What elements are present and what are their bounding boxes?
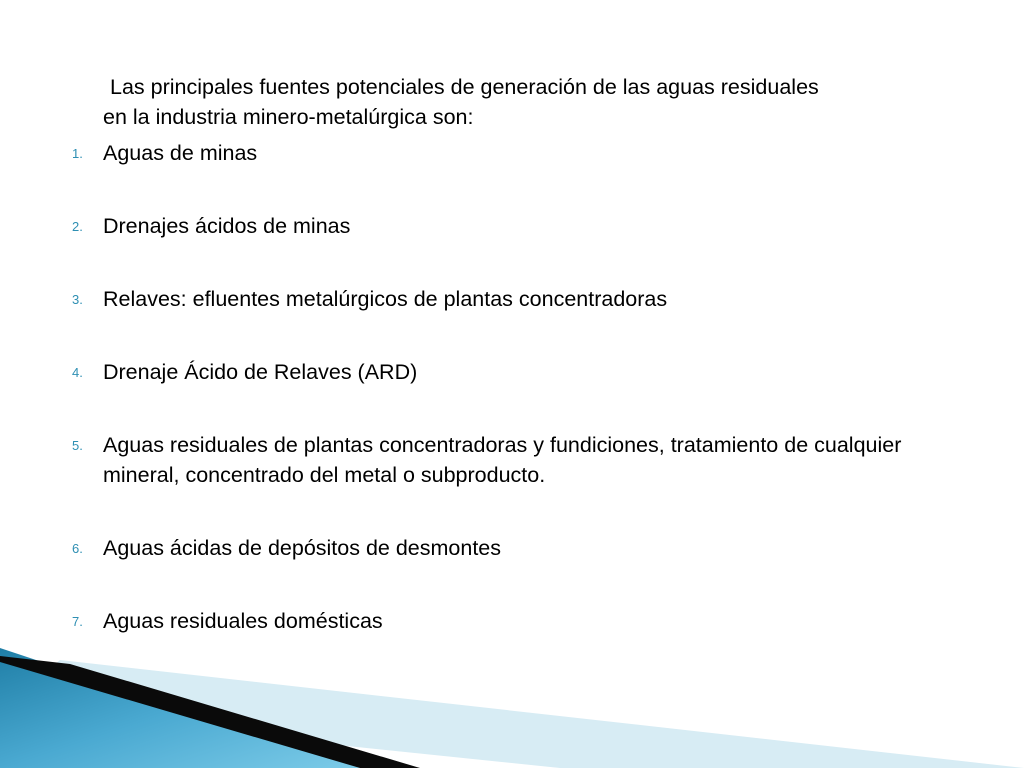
list-text: Drenaje Ácido de Relaves (ARD) (103, 360, 418, 384)
list-text: Aguas residuales de plantas concentradoras y fundiciones, tratamiento de cualquier mineral, concentrado del metal o subproducto. (103, 433, 902, 487)
intro-line-1: Las principales fuentes potenciales de generación de las aguas residuales (110, 75, 819, 99)
list-number: 4. (72, 365, 83, 380)
list-text: Aguas de minas (103, 141, 258, 165)
list-text: Aguas residuales domésticas (103, 609, 383, 633)
intro-paragraph (103, 72, 983, 132)
list-number: 7. (72, 614, 83, 629)
intro-line-2: en la industria minero-metalúrgica son: (103, 105, 474, 129)
list-text: Relaves: efluentes metalúrgicos de plantas concentradoras (103, 287, 668, 311)
list-number: 1. (72, 146, 83, 161)
list-number: 5. (72, 438, 83, 453)
decorative-swoosh (0, 600, 1024, 768)
list-number: 3. (72, 292, 83, 307)
list-text: Aguas ácidas de depósitos de desmontes (103, 536, 502, 560)
list-number: 6. (72, 541, 83, 556)
list-text: Drenajes ácidos de minas (103, 214, 351, 238)
list-number: 2. (72, 219, 83, 234)
